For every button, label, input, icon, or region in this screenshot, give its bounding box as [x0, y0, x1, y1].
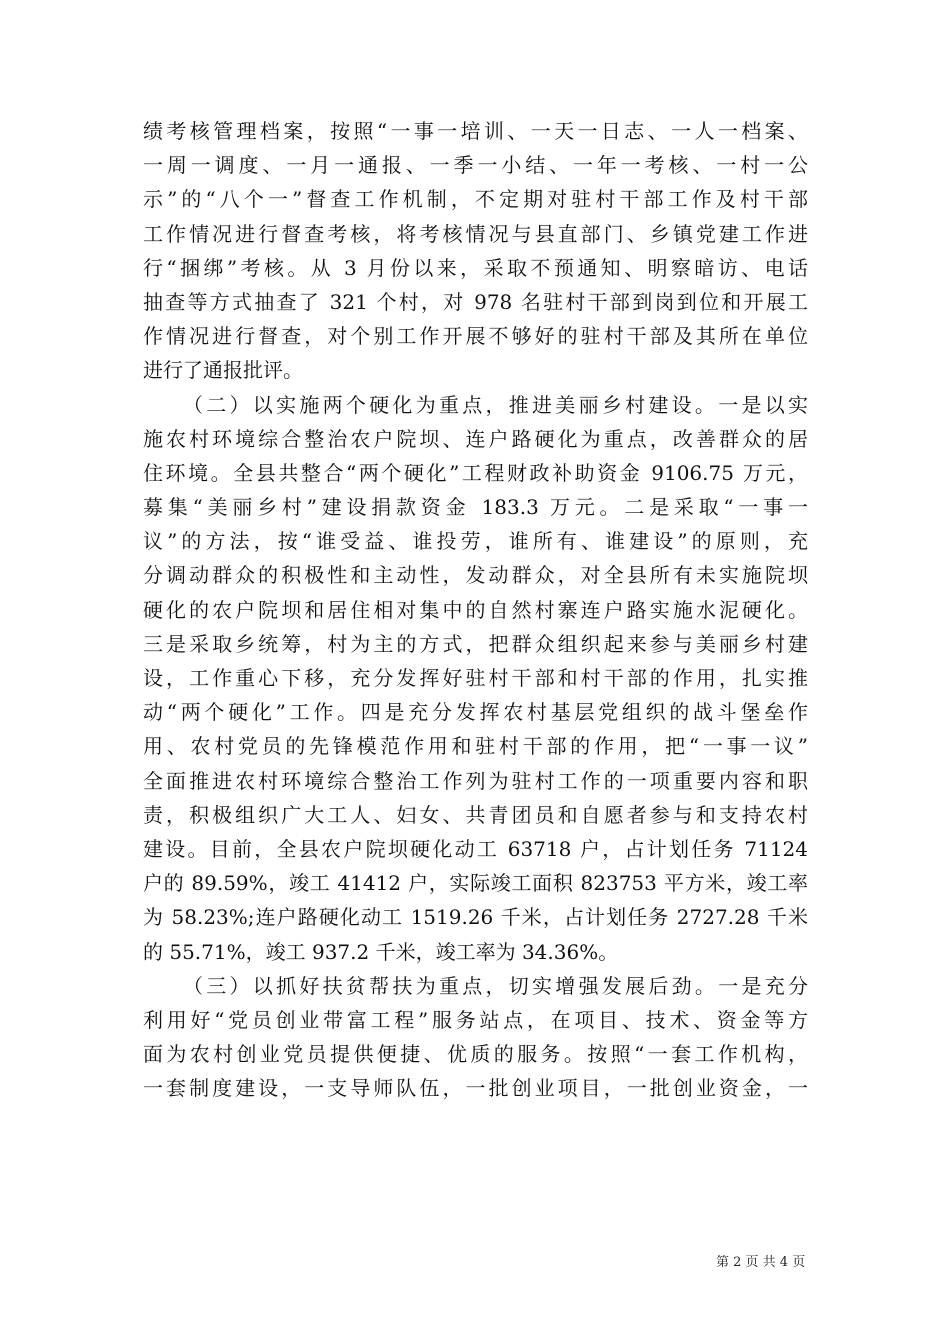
document-body	[143, 114, 808, 1105]
text-line: 议”的方法，按“谁受益、谁投劳，谁所有、谁建设”的原则，充	[143, 529, 808, 554]
text-line: 为 58.23%;连户路硬化动工 1519.26 千米，占计划任务 2727.28 千米	[143, 905, 808, 930]
text-line: 抽查等方式抽查了 321 个村，对 978 名驻村干部到岗到位和开展工	[143, 289, 808, 314]
page-number: 第 2 页 共 4 页	[716, 1255, 806, 1270]
text-line: 全面推进农村环境综合整治工作列为驻村工作的一项重要内容和职	[143, 768, 808, 793]
text-line: 责，积极组织广大工人、妇女、共青团员和自愿者参与和支持农村	[143, 802, 808, 827]
text-line: 募集“美丽乡村”建设捐款资金 183.3 万元。二是采取“一事一	[143, 495, 808, 520]
text-line: 利用好“党员创业带富工程”服务站点，在项目、技术、资金等方	[143, 1007, 808, 1032]
text-line: 一套制度建设，一支导师队伍，一批创业项目，一批创业资金，一	[143, 1076, 808, 1101]
text-line: 的 55.71%，竣工 937.2 千米，竣工率为 34.36%。	[143, 939, 619, 964]
text-line: 设，工作重心下移，充分发挥好驻村干部和村干部的作用，扎实推	[143, 666, 808, 690]
text-line: 作情况进行督查，对个别工作开展不够好的驻村干部及其所在单位	[143, 324, 808, 349]
text-line: 用、农村党员的先锋模范作用和驻村干部的作用，把“一事一议”	[143, 734, 808, 759]
text-line: 行“捆绑”考核。从 3 月份以来，采取不预通知、明察暗访、电话	[143, 255, 808, 280]
text-line: 一周一调度、一月一通报、一季一小结、一年一考核、一村一公	[143, 153, 808, 178]
text-line: 户的 89.59%，竣工 41412 户，实际竣工面积 823753 平方米，竣工率	[143, 871, 808, 896]
text-line: 示”的“八个一”督查工作机制，不定期对驻村干部工作及村干部	[143, 187, 808, 212]
text-line: 住环境。全县共整合“两个硬化”工程财政补助资金 9106.75 万元，	[143, 460, 808, 485]
paragraph-heading-line: （三）以抓好扶贫帮扶为重点，切实增强发展后劲。一是充分	[183, 973, 808, 998]
paragraph-heading-line: （二）以实施两个硬化为重点，推进美丽乡村建设。一是以实	[183, 392, 808, 417]
text-line: 三是采取乡统筹，村为主的方式，把群众组织起来参与美丽乡村建	[143, 631, 808, 656]
text-line: 面为农村创业党员提供便捷、优质的服务。按照“一套工作机构，	[143, 1042, 808, 1067]
text-line: 动“两个硬化”工作。四是充分发挥农村基层党组织的战斗堡垒作	[143, 700, 808, 725]
text-line: 建设。目前，全县农户院坝硬化动工 63718 户，占计划任务 71124	[143, 836, 808, 861]
text-line: 进行了通报批评。	[143, 358, 303, 383]
text-line: 硬化的农户院坝和居住相对集中的自然村寨连户路实施水泥硬化。	[143, 597, 808, 622]
text-line: 绩考核管理档案，按照“一事一培训、一天一日志、一人一档案、	[143, 119, 808, 143]
text-line: 分调动群众的积极性和主动性，发动群众，对全县所有未实施院坝	[143, 563, 808, 588]
text-line: 施农村环境综合整治农户院坝、连户路硬化为重点，改善群众的居	[143, 426, 808, 451]
text-line: 工作情况进行督查考核，将考核情况与县直部门、乡镇党建工作进	[143, 221, 808, 246]
